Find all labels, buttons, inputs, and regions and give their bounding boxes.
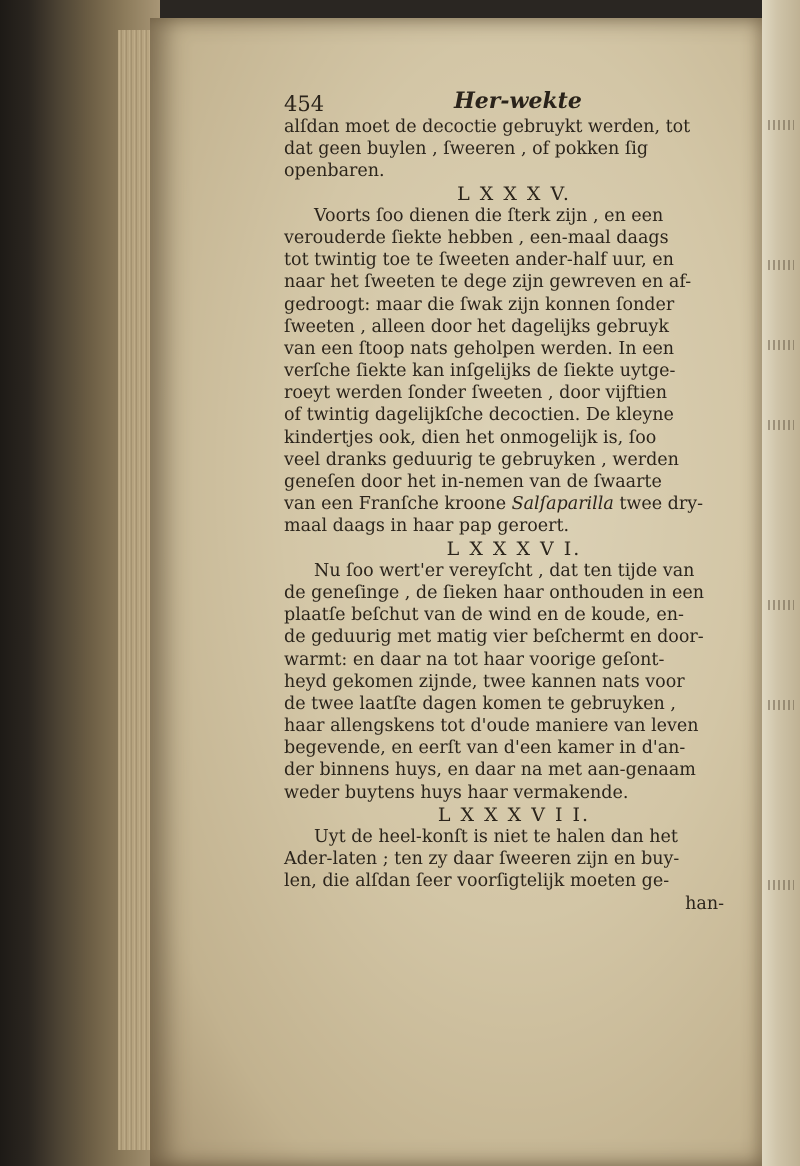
text-line: van een ſtoop nats geholpen werden. In een (284, 338, 675, 359)
text-line: gedroogt: maar die ſwak zijn konnen ſonder (284, 294, 675, 315)
text-line: len, die alſdan ſeer voorſigtelijk moeten ge- (284, 871, 670, 892)
text-line: der binnens huys, en daar na met aan-genaam (284, 760, 696, 781)
text-line: begevende, en eerſt van d'een kamer in d'an- (284, 738, 686, 759)
section-heading: L X X X V I. (446, 537, 582, 560)
text-line: verſche ſiekte kan inſgelijks de ſiekte uytge- (284, 361, 676, 382)
text-line: roeyt werden ſonder ſweeten , door vijftien (284, 383, 667, 404)
text-line: Ader-laten ; ten zy daar ſweeren zijn en buy- (284, 849, 680, 870)
section-heading: L X X X V. (457, 182, 571, 205)
text-line: tot twintig toe te ſweeten ander-half uur, en (284, 250, 674, 271)
text-line: Uyt de heel-konſt is niet te halen dan het (314, 827, 678, 847)
text-line: warmt: en daar na tot haar voorige geſont- (284, 649, 665, 670)
facing-page-strip (762, 0, 800, 1166)
text-line: weder buytens huys haar vermakende. (284, 782, 629, 803)
text-line: kindertjes ook, dien het onmogelijk is, ſoo (284, 427, 657, 448)
text-line: dat geen buylen , ſweeren , of pokken ſig (284, 139, 649, 160)
text-line: of twintig dagelijkſche decoctien. De kleyne (284, 405, 674, 426)
text-line: Nu ſoo wert'er vereyſcht , dat ten tijde van (314, 560, 695, 581)
text-line: openbaren. (284, 161, 385, 182)
catchword: han- (685, 893, 724, 914)
text-line: alſdan moet de decoctie gebruykt werden, tot (284, 117, 691, 137)
text-line: de twee laatſte dagen komen te gebruyken , (284, 693, 676, 714)
text-line: de geneſinge , de ſieken haar onthouden in een (284, 582, 705, 603)
body-text (284, 116, 744, 915)
text-line: haar allengskens tot d'oude maniere van leven (284, 716, 699, 737)
text-line: heyd gekomen zijnde, twee kannen nats voor (284, 671, 685, 692)
text-line: Voorts ſoo dienen die ſterk zijn , en een (314, 205, 664, 226)
text-line: geneſen door het in-nemen van de ſwaarte (284, 472, 662, 492)
text-line: de geduurig met matig vier beſchermt en door- (284, 627, 704, 648)
text-line: naar het ſweeten te dege zijn gewreven en af- (284, 272, 692, 293)
text-line: plaatſe beſchut van de wind en de koude, en- (284, 605, 684, 626)
text-line: veel dranks geduurig te gebruyken , werden (284, 449, 679, 470)
text-line: verouderde ſiekte hebben , een-maal daags (284, 227, 669, 248)
text-line: maal daags in haar pap geroert. (284, 516, 570, 537)
text-line: van een Franſche kroone Salſaparilla twee dry- (284, 494, 703, 515)
page-number: 454 (284, 92, 325, 116)
text-line: ſweeten , alleen door het dagelijks gebruyk (284, 316, 669, 337)
running-head: Her-wekte (454, 88, 582, 114)
section-heading: L X X X V I I. (437, 803, 591, 826)
